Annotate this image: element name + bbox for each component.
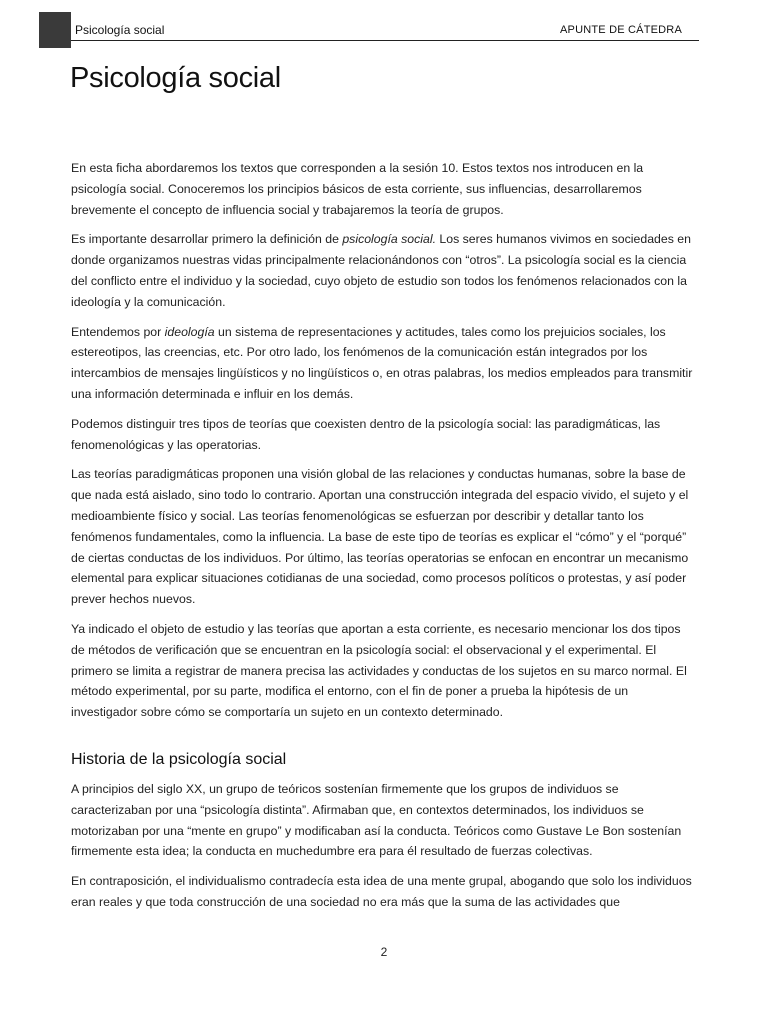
header-document-title: Psicología social	[75, 23, 165, 37]
paragraph-methods: Ya indicado el objeto de estudio y las teorías que aportan a esta corriente, es necesario mencionar los dos tipos de métodos de verificación que se encuentran en la psicología social: el observacional y el experimental. El primero se limita a registrar de manera precisa las actividades y conductas de los sujetos en su marco normal. El método experimental, por su parte, modifica el entorno, con el fin de poner a prueba la hipótesis de un investigador sobre cómo se comportaría un sujeto en un contexto determinado.	[71, 621, 687, 720]
paragraph-definition	[71, 229, 697, 312]
page-number: 2	[380, 945, 388, 959]
header-divider	[71, 40, 699, 41]
header-document-type: APUNTE DE CÁTEDRA	[560, 24, 682, 36]
emphasis-term: ideología	[164, 324, 215, 339]
section-heading-history: Historia de la psicología social	[71, 750, 287, 768]
paragraph-history-1: A principios del siglo XX, un grupo de teóricos sostenían firmemente que los grupos de individuos se caracterizaban por una “psicología distinta”. Afirmaban que, en contextos determinados, los individuos se motorizaban por una “mente en grupo” y modificaban así la conducta. Teóricos como Gustave Le Bon sostenían firmemente esta idea; la conducta en muchedumbre era para él resultado de fuerzas colectivas.	[71, 781, 682, 859]
document-body	[71, 158, 697, 922]
paragraph-intro: En esta ficha abordaremos los textos que corresponden a la sesión 10. Estos textos nos introducen en la psicología social. Conoceremos los principios básicos de esta corriente, sus influencias, desarrollaremos brevemente el concepto de influencia social y trabajaremos la teoría de grupos.	[71, 161, 644, 217]
paragraph-history-2: En contraposición, el individualismo contradecía esta idea de una mente grupal, abogando que solo los individuos eran reales y que toda construcción de una sociedad no era más que la suma de las actividades que	[71, 874, 692, 909]
paragraph-theories-detail: Las teorías paradigmáticas proponen una visión global de las relaciones y conductas humanas, sobre la base de que nada está aislado, sino todo lo contrario. Aportan una construcción integrada del espacio vivido, el sujeto y el medioambiente físico y social. Las teorías fenomenológicas se esfuerzan por describir y detallar tanto los fenómenos fundamentales, como la influencia. La base de este tipo de teorías es explicar el “cómo” y el “porqué” de ciertas conductas de los individuos. Por último, las teorías operatorias se enfocan en encontrar un mecanismo elemental para explicar situaciones cotidianas de una sociedad, como procesos políticos o protestas, y así poder prever hechos nuevos.	[71, 467, 689, 607]
paragraph-text: Es importante desarrollar primero la definición de	[71, 232, 343, 247]
page-title: Psicología social	[70, 62, 281, 94]
header-decoration-block	[39, 12, 71, 48]
paragraph-text: Los seres humanos vivimos en sociedades en donde organizamos nuestras vidas principalmente relacionándonos con “otros”. La psicología social es la ciencia del conflicto entre el individuo y la sociedad, cuyo objeto de estudio son todos los fenómenos relacionados con la ideología y la comunicación.	[71, 232, 691, 309]
emphasis-term: psicología social.	[342, 232, 436, 247]
paragraph-theory-types: Podemos distinguir tres tipos de teorías que coexisten dentro de la psicología social: las paradigmáticas, las fenomenológicas y las operatorias.	[71, 416, 661, 452]
paragraph-ideology	[71, 322, 697, 405]
paragraph-text: Entendemos por	[71, 324, 165, 339]
paragraph-text: un sistema de representaciones y actitudes, tales como los prejuicios sociales, los estereotipos, las creencias, etc. Por otro lado, los fenómenos de la comunicación están integrados por los intercambios de mensajes lingüísticos y no lingüísticos o, en otras palabras, los medios empleados para transmitir una información determinada e influir en los demás.	[71, 324, 693, 401]
